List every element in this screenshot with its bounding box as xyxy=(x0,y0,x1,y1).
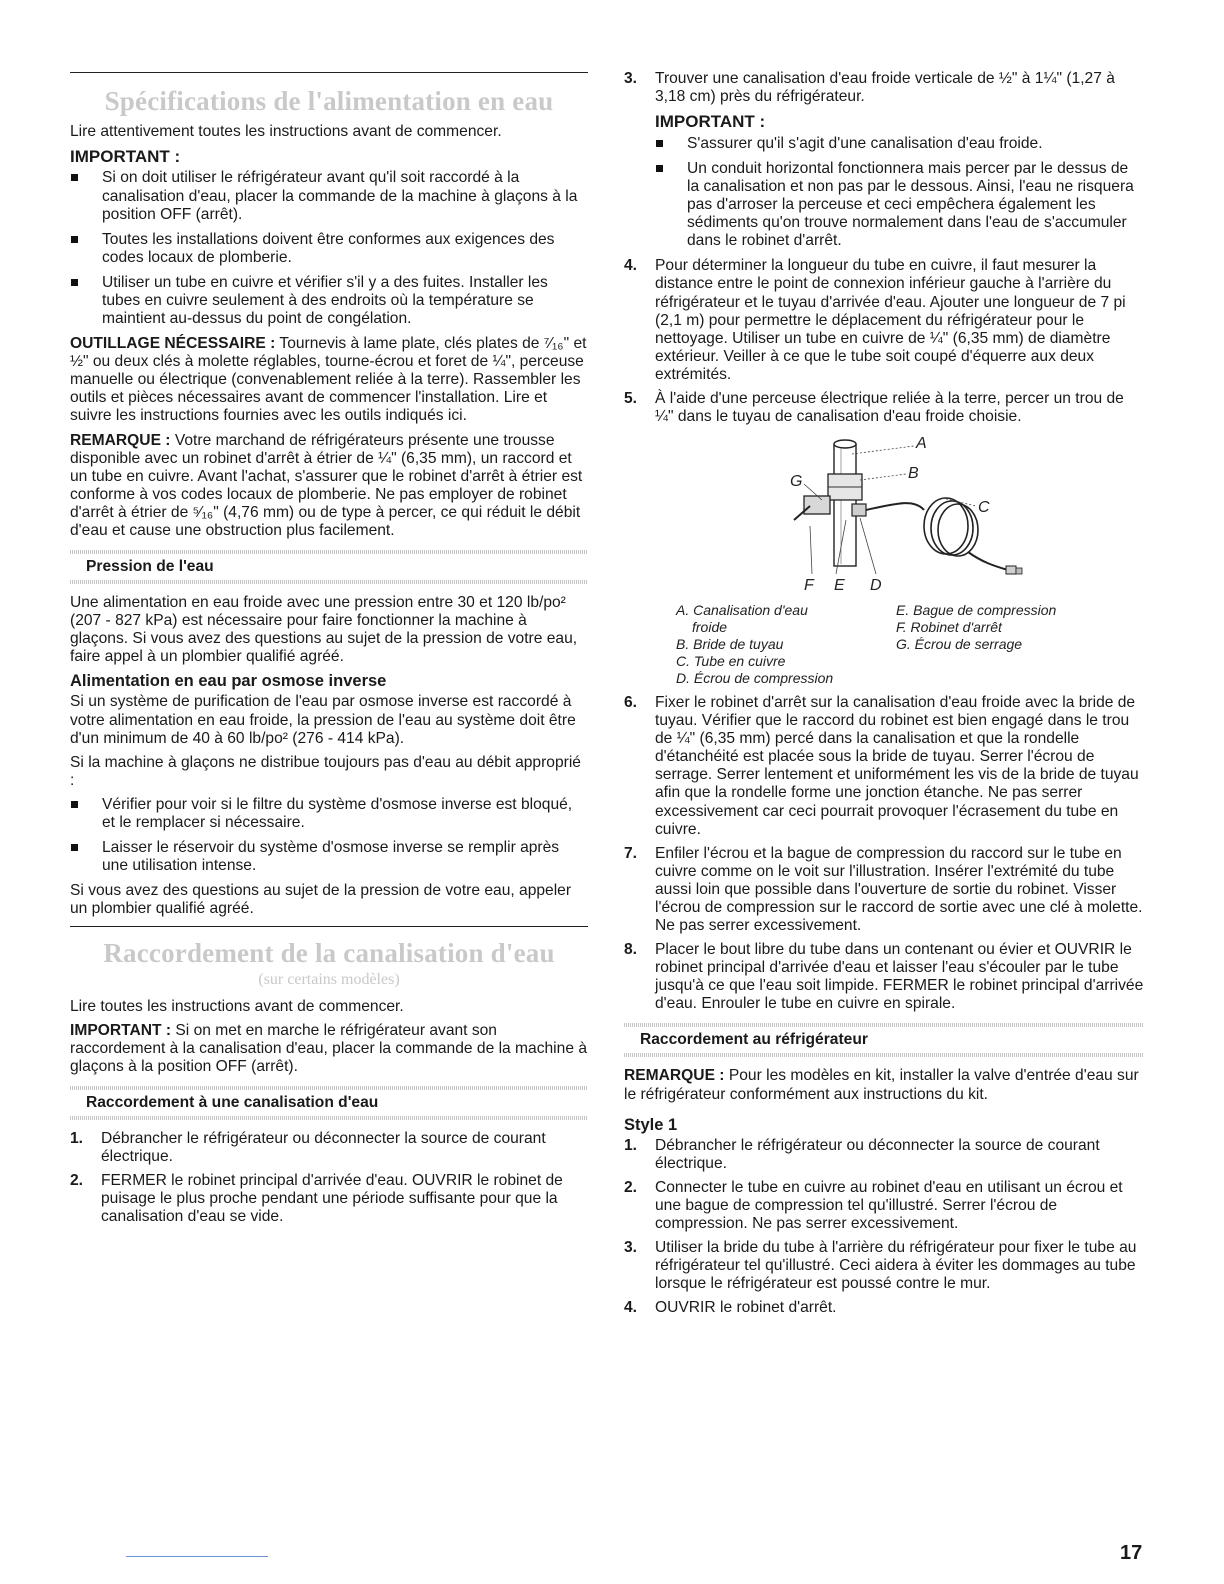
bullet-icon xyxy=(71,844,78,851)
divider xyxy=(70,1086,588,1090)
list-item: 3. Trouver une canalisation d'eau froide verticale de ½" à 1¼" (1,27 à 3,18 cm) près du réfrigérateur. xyxy=(624,70,1115,106)
ro-paragraph: Si la machine à glaçons ne distribue toujours pas d'eau au débit approprié : xyxy=(70,753,581,789)
divider xyxy=(70,550,588,554)
list-item: 2. Connecter le tube en cuivre au robinet d'eau en utilisant un écrou et une bague de compression tel qu'illustré. Serrer l'écrou de compression. Ne pas serrer excessivement. xyxy=(624,1178,1123,1233)
subheading: Pression de l'eau xyxy=(86,557,214,575)
compression-nut xyxy=(852,504,866,516)
divider xyxy=(70,1116,588,1120)
remark-paragraph: REMARQUE : Pour les modèles en kit, installer la valve d'entrée d'eau sur le réfrigérateur conformément aux instructions du kit. xyxy=(624,1067,1139,1103)
subheading-box xyxy=(70,550,588,584)
valve-illustration xyxy=(624,434,1144,598)
bullet-icon xyxy=(71,279,78,286)
list-item: Si on doit utiliser le réfrigérateur avant qu'il soit raccordé à la canalisation d'eau, placer la commande de la machine à glaçons à la position OFF (arrêt). xyxy=(70,169,588,223)
list-item: 1. Débrancher le réfrigérateur ou déconnecter la source de courant électrique. xyxy=(70,1129,546,1166)
divider xyxy=(624,1053,1144,1057)
steps-list xyxy=(624,70,1144,106)
divider xyxy=(70,580,588,584)
important-label: IMPORTANT : xyxy=(70,146,181,166)
list-item: Toutes les installations doivent être conformes aux exigences des codes locaux de plomberie. xyxy=(70,231,588,267)
valve-diagram xyxy=(624,434,1144,598)
leader-f xyxy=(810,526,812,574)
steps-list xyxy=(70,1130,588,1226)
pipe-top xyxy=(834,440,856,448)
bullet-icon xyxy=(71,174,78,181)
steps-list xyxy=(624,694,1144,1013)
pressure-paragraph: Une alimentation en eau froide avec une pression entre 30 et 120 lb/po² (207 - 827 kPa) est nécessaire pour faire fonctionner la machine à glaçons. Si vous avez des questions au sujet de la pression de votre eau, faire appel à un plombier qualifié agréé. xyxy=(70,594,578,666)
left-column xyxy=(70,0,588,1232)
right-column xyxy=(624,0,1144,1323)
minor-heading: Style 1 xyxy=(624,1115,678,1134)
ro-paragraph: Si vous avez des questions au sujet de la pression de votre eau, appeler un plombier qualifié agréé. xyxy=(70,882,572,918)
subheading: Raccordement au réfrigérateur xyxy=(640,1031,868,1049)
list-item: Laisser le réservoir du système d'osmose inverse se remplir après une utilisation intense. xyxy=(70,839,588,875)
tools-paragraph: OUTILLAGE NÉCESSAIRE : Tournevis à lame plate, clés plates de ⁷⁄₁₆" et ½" ou deux clés à molette réglables, tourne-écrou et foret de ¼", perceuse manuelle ou électrique (convenablement reliée à la terre). Rassembler les outils et pièces nécessaires avant de commencer l'installation. Lire et suivre les instructions fournies avec les outils indiqués ici. xyxy=(70,335,587,425)
list-item: Un conduit horizontal fonctionnera mais percer par le dessus de la canalisation et non pas par le dessous. Ainsi, l'eau ne risquera pas d'arroser la perceuse et ceci empêchera également les sédiments qu'on trouve normalement dans l'eau de s'accumuler dans le robinet d'arrêt. xyxy=(655,160,1144,250)
subheading: Raccordement à une canalisation d'eau xyxy=(86,1093,379,1111)
bullet-icon xyxy=(71,236,78,243)
coil-3 xyxy=(938,504,978,556)
legend-column xyxy=(896,602,1056,653)
label-g: G xyxy=(790,473,803,491)
list-item: 8. Placer le bout libre du tube dans un contenant ou évier et OUVRIR le robinet principal d'arrivée d'eau et laisser l'eau s'écouler par le tube jusqu'à ce que l'eau soit limpide. FERMER le robinet principal d'arrivée d'eau. Enrouler le tube en cuivre en spirale. xyxy=(624,941,1144,1013)
copper-tube xyxy=(866,503,924,510)
list-item: 4. Pour déterminer la longueur du tube en cuivre, il faut mesurer la distance entre le point de connexion inférieur gauche à l'arrière du réfrigérateur et le tuyau d'arrivée d'eau. Ajouter une longueur de 7 pi (2,1 m) pour permettre le déplacement du réfrigérateur pour le nettoyage. Utiliser un tube en cuivre de ¼" (6,35 mm) de diamètre extérieur. Veiller à ce que le tube soit coupé d'équerre aux deux extrémités. xyxy=(624,257,1126,383)
legend-item: froide xyxy=(692,619,728,636)
list-item: Utiliser un tube en cuivre et vérifier s'il y a des fuites. Installer les tubes en cuivre seulement à des endroits où la température se maintient au-dessus du point de congélation. xyxy=(70,274,588,328)
list-item: 6. Fixer le robinet d'arrêt sur la canalisation d'eau froide avec la bride de tuyau. Vérifier que le raccord du robinet est bien engagé dans le trou de ¼" (6,35 mm) percé dans la canalisation et que la rondelle d'étanchéité est placée sous la bride de tuyau. Serrer l'écrou de serrage. Serrer lentement et uniformément les vis de la bride de tuyau afin que la rondelle forme une jonction étanche. Ne pas serrer excessivement car ceci pourrait provoquer l'écrasement du tube en cuivre. xyxy=(624,694,1139,838)
legend-column xyxy=(676,602,833,687)
important-list xyxy=(70,169,588,328)
tube-fitting xyxy=(1006,566,1016,574)
section-rule xyxy=(70,926,588,927)
important-list xyxy=(655,135,1144,250)
leader-a xyxy=(852,446,914,454)
list-item: 2. FERMER le robinet principal d'arrivée d'eau. OUVRIR le robinet de puisage le plus proche pendant une période suffisante pour que la canalisation d'eau se vide. xyxy=(70,1172,563,1226)
list-item: 5. À l'aide d'une perceuse électrique reliée à la terre, percer un trou de ¼" dans le tuyau de canalisation d'eau froide choisie. xyxy=(624,389,1124,425)
list-item: 3. Utiliser la bride du tube à l'arrière du réfrigérateur pour fixer le tube au réfrigérateur tel qu'illustré. Ceci aidera à éviter les dommages au tube lorsque le réfrigérateur est poussé contre le mur. xyxy=(624,1239,1137,1293)
leader-d xyxy=(860,518,876,574)
subheading-box xyxy=(624,1023,1144,1057)
tube-fitting xyxy=(1016,568,1022,574)
bullet-icon xyxy=(656,140,663,147)
label-b: B xyxy=(908,465,919,483)
intro-text: Lire toutes les instructions avant de commencer. xyxy=(70,997,404,1015)
list-item: 7. Enfiler l'écrou et la bague de compression du raccord sur le tube en cuivre comme on le voit sur l'illustration. Insérer l'extrémité du tube aussi loin que possible dans l'ouverture de sortie du robinet. Visser l'écrou de compression sur le raccord de sortie avec une clé à molette. Ne pas serrer excessivement. xyxy=(624,844,1143,934)
steps-list xyxy=(624,257,1144,426)
legend-item: E. Bague de compression xyxy=(896,602,1057,619)
page-number: 17 xyxy=(1120,1542,1143,1564)
label-c: C xyxy=(978,499,990,517)
legend-item: F. Robinet d'arrêt xyxy=(896,619,1002,636)
legend-item: A. Canalisation d'eau xyxy=(676,602,808,619)
ro-list xyxy=(70,796,588,875)
bullet-icon xyxy=(71,801,78,808)
important-label: IMPORTANT : xyxy=(655,112,766,132)
tube-end xyxy=(968,552,1008,570)
label-f: F xyxy=(804,577,814,595)
subheading-box xyxy=(70,1086,588,1120)
remark-paragraph: REMARQUE : Votre marchand de réfrigérateurs présente une trousse disponible avec un robinet d'arrêt à étrier de ¼" (6,35 mm), un raccord et un tube en cuivre. Avant l'achat, s'assurer que le robinet d'arrêt à étrier est conforme à vos codes locaux de plomberie. Ne pas employer de robinet d'arrêt à étrier de ⁵⁄₁₆" (4,76 mm) ou de type à percer, ce qui réduit le débit d'eau et cause une obstruction plus facilement. xyxy=(70,431,583,539)
ro-paragraph: Si un système de purification de l'eau par osmose inverse est raccordé à votre alimentation en eau froide, la pression de l'eau au système doit être d'un minimum de 40 à 60 lb/po² (276 - 414 kPa). xyxy=(70,693,576,747)
bottom-link-line xyxy=(126,1556,268,1557)
legend-item: D. Écrou de compression xyxy=(676,670,834,687)
intro-text: Lire attentivement toutes les instructions avant de commencer. xyxy=(70,122,502,140)
divider xyxy=(624,1023,1144,1027)
bullet-icon xyxy=(656,165,663,172)
section-rule xyxy=(70,72,588,73)
section-title: Raccordement de la canalisation d'eau xyxy=(103,938,555,969)
important-block xyxy=(624,112,1144,250)
list-item: 4. OUVRIR le robinet d'arrêt. xyxy=(624,1299,837,1317)
label-a: A xyxy=(916,435,927,453)
valve-body xyxy=(804,496,830,514)
label-d: D xyxy=(870,577,882,595)
diagram-legend xyxy=(624,602,1144,694)
list-item: S'assurer qu'il s'agit d'une canalisation d'eau froide. xyxy=(655,135,1144,153)
section-title: Spécifications de l'alimentation en eau xyxy=(104,86,554,116)
list-item: 1. Débrancher le réfrigérateur ou déconnecter la source de courant électrique. xyxy=(624,1136,1100,1172)
leader-b xyxy=(860,474,906,480)
legend-item: G. Écrou de serrage xyxy=(896,636,1023,653)
legend-item: B. Bride de tuyau xyxy=(676,636,784,653)
legend-item: C. Tube en cuivre xyxy=(676,653,786,670)
steps-list xyxy=(624,1137,1144,1318)
list-item: Vérifier pour voir si le filtre du système d'osmose inverse est bloqué, et le remplacer si nécessaire. xyxy=(70,796,588,832)
label-e: E xyxy=(834,577,845,595)
important-paragraph: IMPORTANT : Si on met en marche le réfrigérateur avant son raccordement à la canalisation d'eau, placer la commande de la machine à glaçons à la position OFF (arrêt). xyxy=(70,1021,587,1075)
section-subtitle: (sur certains modèles) xyxy=(258,971,400,989)
minor-heading: Alimentation en eau par osmose inverse xyxy=(70,672,387,691)
